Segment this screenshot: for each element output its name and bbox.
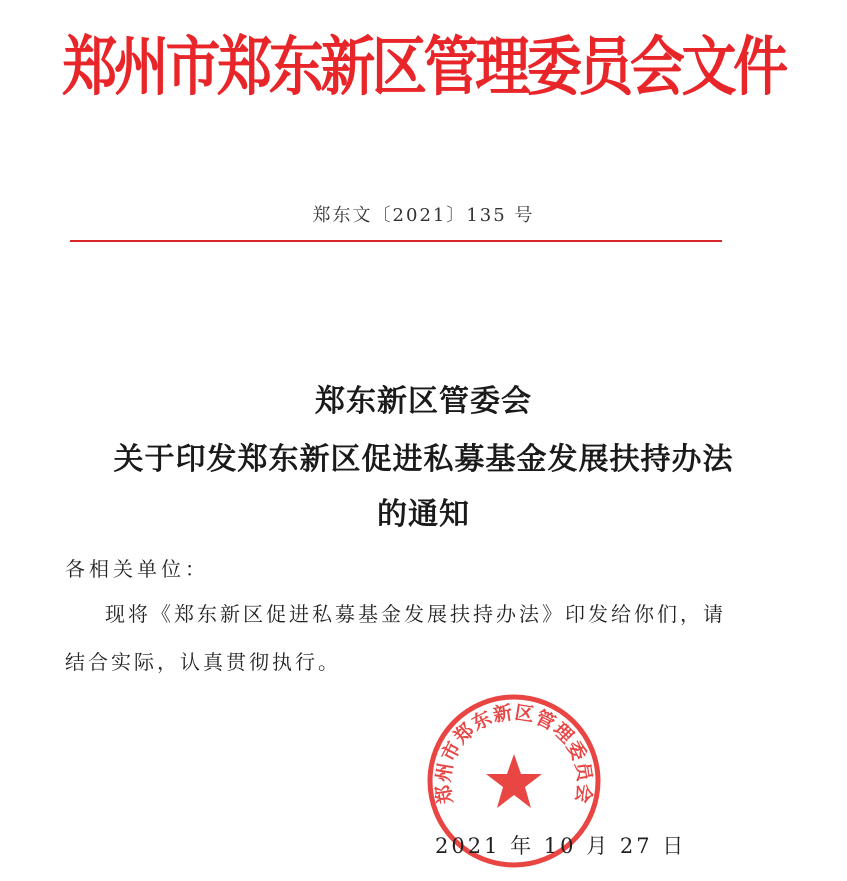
document-number: 郑东文〔2021〕135 号 xyxy=(312,205,535,226)
issue-date: 2021 年 10 月 27 日 xyxy=(435,834,687,858)
red-divider-line xyxy=(70,240,722,242)
seal-star-icon xyxy=(486,754,542,808)
title-line-1: 郑东新区管委会 xyxy=(315,384,532,419)
seal-text: 郑州市郑东新区管理委员会 xyxy=(432,701,596,806)
body-paragraph-line-1: 现将《郑东新区促进私募基金发展扶持办法》印发给你们，请 xyxy=(105,602,726,626)
title-line-2: 关于印发郑东新区促进私募基金发展扶持办法 xyxy=(113,442,734,477)
document-masthead: 郑州市郑东新区管理委员会文件 xyxy=(62,31,785,105)
salutation: 各相关单位： xyxy=(65,557,209,581)
title-line-3: 的通知 xyxy=(377,497,470,532)
body-paragraph-line-2: 结合实际，认真贯彻执行。 xyxy=(65,650,341,674)
